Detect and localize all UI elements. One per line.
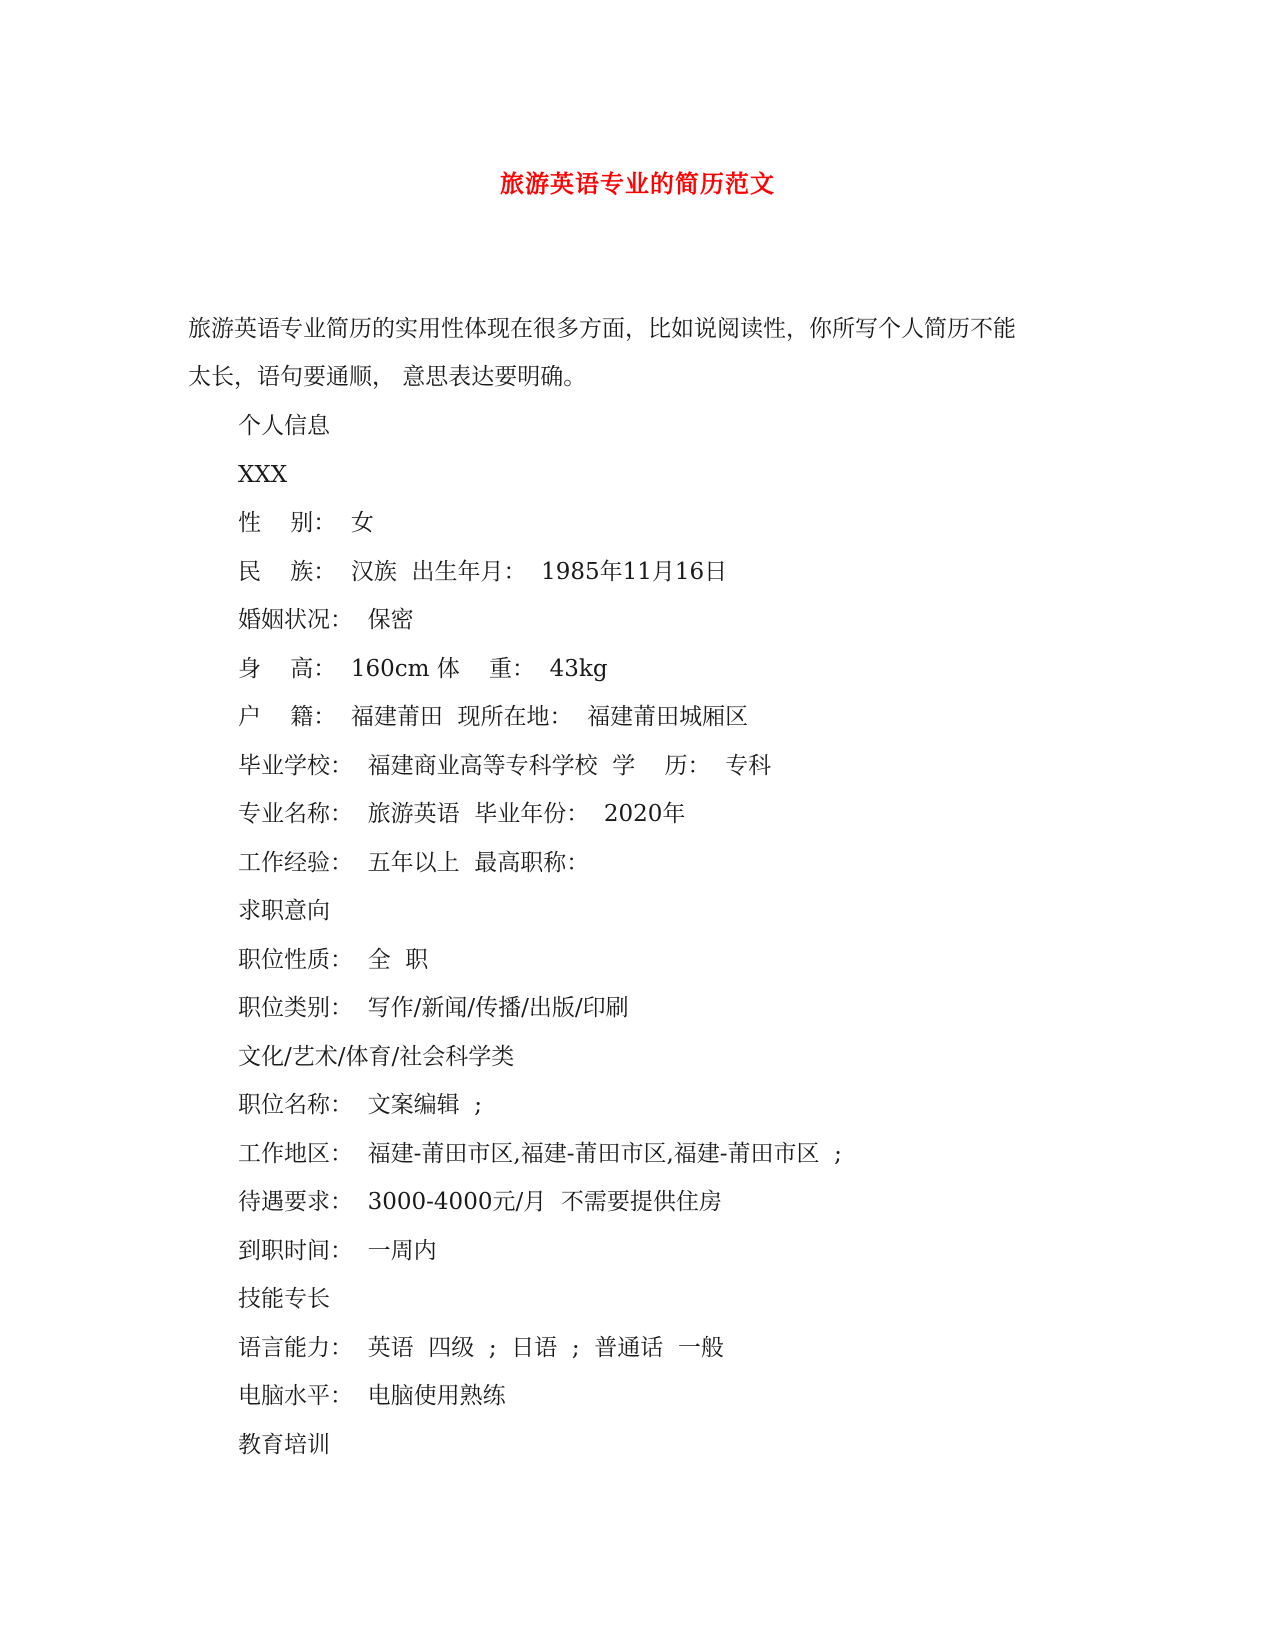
- resume-lines: [238, 402, 1138, 1469]
- intro-paragraph: [188, 305, 1088, 401]
- field-job-nature: 职位性质： 全 职: [238, 946, 429, 973]
- section-heading-skills: 技能专长: [238, 1286, 330, 1312]
- document-title: 旅游英语专业的简历范文: [500, 169, 775, 198]
- field-salary: 待遇要求： 3000-4000元/月 不需要提供住房: [238, 1189, 722, 1215]
- resume-name: XXX: [238, 461, 288, 488]
- field-height-weight: 身 高： 160cm 体 重： 43kg: [238, 655, 608, 682]
- field-gender: 性 别： 女: [238, 510, 374, 536]
- field-marital-status: 婚姻状况： 保密: [238, 607, 414, 633]
- field-hometown-location: 户 籍： 福建莆田 现所在地： 福建莆田城厢区: [238, 704, 749, 730]
- intro-line: 太长，语句要通顺， 意思表达要明确。: [188, 364, 587, 390]
- field-job-title: 职位名称： 文案编辑 ;: [238, 1092, 482, 1118]
- section-heading-personal-info: 个人信息: [238, 413, 330, 439]
- section-heading-job-intention: 求职意向: [238, 898, 330, 924]
- field-computer-skills: 电脑水平： 电脑使用熟练: [238, 1383, 506, 1409]
- field-work-region: 工作地区： 福建-莆田市区,福建-莆田市区,福建-莆田市区 ;: [238, 1140, 842, 1167]
- field-job-category-cont: 文化/艺术/体育/社会科学类: [238, 1043, 515, 1070]
- field-language-skills: 语言能力： 英语 四级 ; 日语 ; 普通话 一般: [238, 1334, 724, 1361]
- field-school-degree: 毕业学校： 福建商业高等专科学校 学 历： 专科: [238, 752, 772, 779]
- intro-line: 旅游英语专业简历的实用性体现在很多方面，比如说阅读性，你所写个人简历不能: [188, 316, 1016, 342]
- field-job-category: 职位类别： 写作/新闻/传播/出版/印刷: [238, 995, 629, 1021]
- field-ethnicity-birthdate: 民 族： 汉族 出生年月： 1985年11月16日: [238, 558, 728, 585]
- field-experience-title: 工作经验： 五年以上 最高职称：: [238, 849, 590, 876]
- section-heading-education: 教育培训: [238, 1431, 330, 1458]
- field-major-graduation: 专业名称： 旅游英语 毕业年份： 2020年: [238, 801, 686, 827]
- field-start-time: 到职时间： 一周内: [238, 1237, 437, 1264]
